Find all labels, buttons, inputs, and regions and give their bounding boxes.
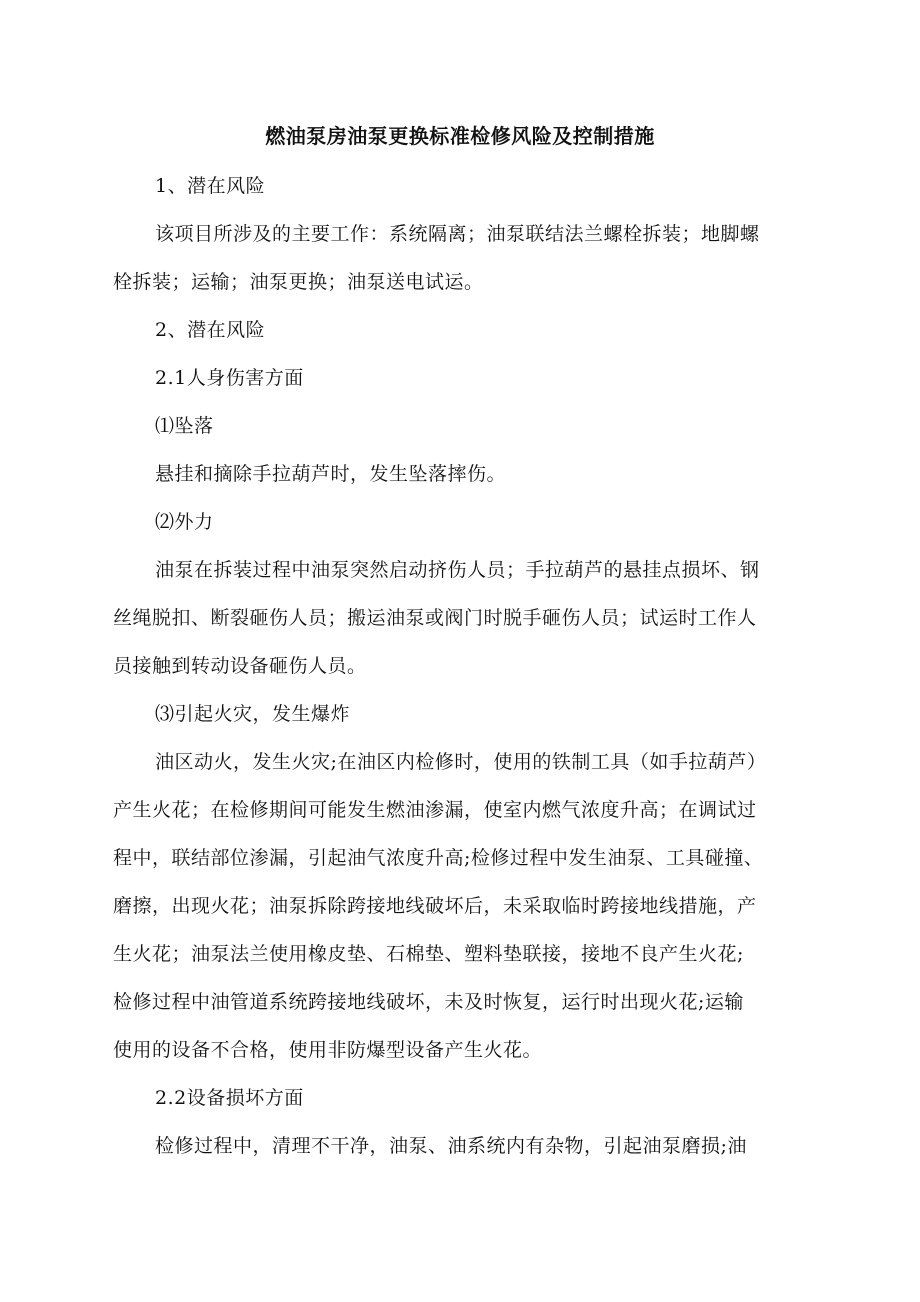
paragraph-line: 员接触到转动设备砸伤人员。 <box>113 655 367 677</box>
document-title: 燃油泵房油泵更换标准检修风险及控制措施 <box>265 124 655 148</box>
paragraph-line: 产生火花；在检修期间可能发生燃油渗漏，使室内燃气浓度升高；在调试过 <box>113 799 757 821</box>
paragraph-line: 磨擦，出现火花；油泵拆除跨接地线破坏后，未采取临时跨接地线措施，产 <box>113 895 757 917</box>
item-heading: ⑶引起火灾，发生爆炸 <box>155 703 351 725</box>
paragraph-line: 程中，联结部位渗漏，引起油气浓度升高;检修过程中发生油泵、工具碰撞、 <box>113 847 764 869</box>
section-heading: 2、潜在风险 <box>155 319 266 341</box>
section-heading: 1、潜在风险 <box>155 175 266 197</box>
paragraph-line: 生火花；油泵法兰使用橡皮垫、石棉垫、塑料垫联接，接地不良产生火花; <box>113 943 744 965</box>
paragraph-line: 使用的设备不合格，使用非防爆型设备产生火花。 <box>113 1039 543 1061</box>
paragraph-line: 检修过程中，清理不干净，油泵、油系统内有杂物，引起油泵磨损;油 <box>155 1135 747 1157</box>
paragraph-line: 检修过程中油管道系统跨接地线破坏，未及时恢复，运行时出现火花;运输 <box>113 991 744 1013</box>
subsection-heading: 2.1人身伤害方面 <box>155 367 304 389</box>
paragraph-line: 该项目所涉及的主要工作：系统隔离；油泵联结法兰螺栓拆装；地脚螺 <box>155 223 760 245</box>
paragraph-line: 悬挂和摘除手拉葫芦时，发生坠落摔伤。 <box>155 463 507 485</box>
item-heading: ⑵外力 <box>155 511 214 533</box>
paragraph-line: 栓拆装；运输；油泵更换；油泵送电试运。 <box>113 271 484 293</box>
subsection-heading: 2.2设备损坏方面 <box>155 1087 304 1109</box>
paragraph-line: 油泵在拆装过程中油泵突然启动挤伤人员；手拉葫芦的悬挂点损坏、钢 <box>155 559 760 581</box>
paragraph-line: 油区动火，发生火灾;在油区内检修时，使用的铁制工具（如手拉葫芦） <box>155 751 767 773</box>
item-heading: ⑴坠落 <box>155 415 214 437</box>
paragraph-line: 丝绳脱扣、断裂砸伤人员；搬运油泵或阀门时脱手砸伤人员；试运时工作人 <box>113 607 757 629</box>
